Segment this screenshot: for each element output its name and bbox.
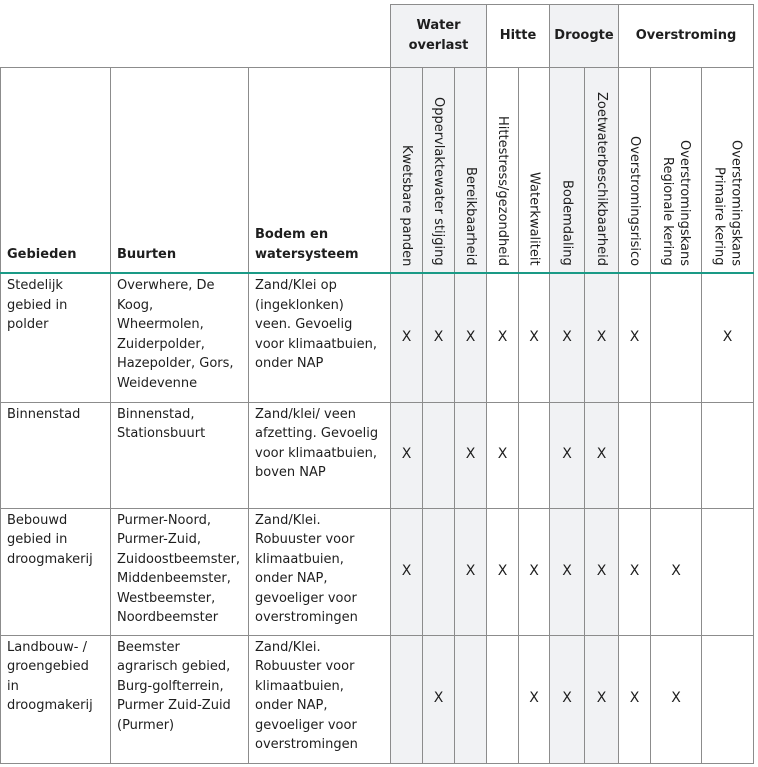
cell-mark: X: [423, 635, 455, 763]
cell-mark: X: [585, 635, 619, 763]
table-row: [1, 508, 754, 635]
header-oppervlaktewater: Oppervlaktewater stijging: [423, 68, 455, 274]
cell-mark: [487, 635, 519, 763]
header-kans-primair: Overstromingskans Primaire kering: [702, 68, 754, 274]
cell-mark: X: [619, 508, 651, 635]
cell-mark: X: [487, 273, 519, 402]
table-row: [1, 273, 754, 402]
cell-mark: X: [455, 508, 487, 635]
cell-mark: [651, 273, 702, 402]
table-row: [1, 635, 754, 763]
cell-mark: X: [550, 273, 585, 402]
header-overstromingsrisico: Overstromingsrisico: [619, 68, 651, 274]
group-overstroming: [619, 5, 754, 68]
header-waterkwaliteit: Waterkwaliteit: [519, 68, 550, 274]
column-header-row: [1, 68, 754, 274]
cell-mark: X: [423, 273, 455, 402]
header-gebieden: Gebieden: [1, 68, 111, 274]
cell-mark: X: [619, 273, 651, 402]
cell-gebied: Landbouw- / groengebied in droogmakerij: [1, 635, 111, 763]
group-label: Water overlast: [408, 18, 469, 53]
empty-corner: [1, 5, 391, 68]
cell-buurten: Purmer-Noord, Purmer-Zuid, Zuidoostbeemster, Middenbeemster, Westbeemster, Noordbeemster: [111, 508, 249, 635]
cell-mark: [702, 402, 754, 508]
group-label: Overstroming: [635, 28, 737, 43]
cell-mark: X: [550, 402, 585, 508]
cell-mark: X: [585, 508, 619, 635]
cell-mark: [455, 635, 487, 763]
cell-buurten: Binnenstad, Stationsbuurt: [111, 402, 249, 508]
cell-mark: X: [487, 508, 519, 635]
header-buurten: Buurten: [111, 68, 249, 274]
cell-mark: [651, 402, 702, 508]
climate-risk-table: [0, 4, 754, 764]
group-header-row: [1, 5, 754, 68]
group-water-overlast: [391, 5, 487, 68]
header-hittestress: Hittestress/gezondheid: [487, 68, 519, 274]
group-hitte: [487, 5, 550, 68]
header-bereikbaarheid: Bereikbaarheid: [455, 68, 487, 274]
cell-mark: X: [619, 635, 651, 763]
group-droogte: [550, 5, 619, 68]
cell-bodem: Zand/Klei. Robuuster voor klimaatbuien, onder NAP, gevoeliger voor overstromingen: [249, 508, 391, 635]
cell-gebied: Stedelijk gebied in polder: [1, 273, 111, 402]
header-zoetwater: Zoetwaterbeschikbaarheid: [585, 68, 619, 274]
cell-mark: X: [550, 508, 585, 635]
cell-bodem: Zand/Klei. Robuuster voor klimaatbuien, onder NAP, gevoeliger voor overstromingen: [249, 635, 391, 763]
cell-mark: X: [702, 273, 754, 402]
cell-mark: X: [519, 508, 550, 635]
header-kwetsbare-panden: Kwetsbare panden: [391, 68, 423, 274]
cell-mark: X: [391, 402, 423, 508]
cell-bodem: Zand/klei/ veen afzetting. Gevoelig voor klimaatbuien, boven NAP: [249, 402, 391, 508]
group-label: Droogte: [554, 28, 614, 43]
cell-mark: [423, 402, 455, 508]
cell-mark: X: [455, 273, 487, 402]
cell-mark: X: [391, 273, 423, 402]
cell-mark: X: [519, 273, 550, 402]
group-label: Hitte: [499, 28, 537, 43]
cell-mark: X: [487, 402, 519, 508]
cell-mark: [423, 508, 455, 635]
cell-mark: X: [550, 635, 585, 763]
cell-mark: X: [455, 402, 487, 508]
cell-bodem: Zand/Klei op (ingeklonken) veen. Gevoelig voor klimaatbuien, onder NAP: [249, 273, 391, 402]
table-row: [1, 402, 754, 508]
cell-mark: X: [585, 402, 619, 508]
cell-gebied: Binnenstad: [1, 402, 111, 508]
cell-mark: X: [391, 508, 423, 635]
cell-mark: [519, 402, 550, 508]
cell-mark: [702, 508, 754, 635]
table-body: [1, 273, 754, 763]
header-bodemdaling: Bodemdaling: [550, 68, 585, 274]
cell-buurten: Overwhere, De Koog, Wheermolen, Zuiderpolder, Hazepolder, Gors, Weidevenne: [111, 273, 249, 402]
cell-mark: X: [519, 635, 550, 763]
header-bodem: Bodem en watersysteem: [249, 68, 391, 274]
cell-mark: X: [651, 508, 702, 635]
cell-mark: [702, 635, 754, 763]
header-kans-regionaal: Overstromingskans Regionale kering: [651, 68, 702, 274]
cell-buurten: Beemster agrarisch gebied, Burg-golfterrein, Purmer Zuid-Zuid (Purmer): [111, 635, 249, 763]
cell-mark: X: [651, 635, 702, 763]
cell-mark: [619, 402, 651, 508]
cell-mark: X: [585, 273, 619, 402]
cell-mark: [391, 635, 423, 763]
cell-gebied: Bebouwd gebied in droogmakerij: [1, 508, 111, 635]
